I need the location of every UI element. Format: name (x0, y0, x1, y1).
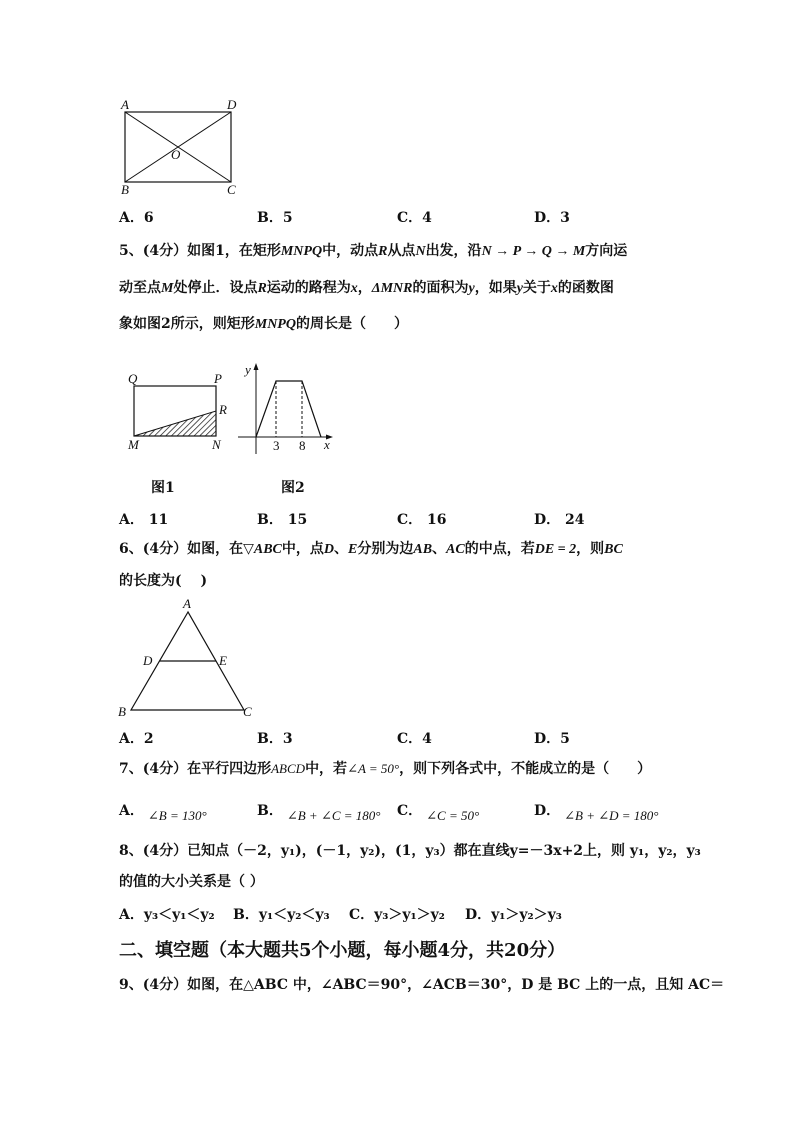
label-m: M (128, 437, 139, 452)
q8-option-d: D．y₁＞y₂＞y₃ (465, 907, 562, 923)
q4-option-b: B．5 (257, 210, 293, 226)
q6-line-1 (119, 539, 623, 560)
q6-text: 、 (432, 541, 447, 557)
q5-text: ， (357, 280, 372, 296)
option-letter: C． (397, 803, 423, 819)
label-x-axis: x (324, 437, 330, 452)
q7-text: 中，若 (305, 761, 348, 777)
figure-1-caption: 图1 (151, 480, 175, 496)
option-expr: ∠B + ∠D = 180° (564, 808, 659, 823)
q7-text: 7、(4分）在平行四边形 (119, 761, 272, 777)
q5-text: 运动的路程为 (266, 280, 351, 296)
math-mnpq: MNPQ (280, 244, 323, 259)
q5-text: 的面积为 (412, 280, 469, 296)
q6-text: 的中点，若 (464, 541, 535, 557)
math-x: x (350, 281, 358, 296)
tick-label-3: 3 (273, 438, 280, 453)
q4-option-d: D．3 (534, 210, 570, 226)
q5-option-d: D． 24 (534, 512, 585, 528)
q7-option-c (397, 801, 479, 821)
q6-option-b: B．3 (257, 731, 293, 747)
math-r: R (378, 244, 388, 259)
label-e: E (219, 653, 227, 668)
math-r: R (257, 281, 267, 296)
function-graph (256, 381, 321, 437)
q5-text: 从点 (387, 243, 416, 259)
label-p: P (214, 371, 222, 386)
label-b: B (118, 704, 126, 719)
math-m: M (161, 281, 174, 296)
q5-text: 的函数图 (557, 280, 614, 296)
triangle-figure (114, 594, 264, 722)
label-r: R (219, 402, 227, 417)
math-e: E (348, 542, 358, 557)
option-letter: D． (534, 803, 561, 819)
math-bc: BC (604, 542, 623, 557)
label-o: O (171, 147, 181, 162)
q6-text: 中，点 (281, 541, 324, 557)
q8-option-a: A．y₃＜y₁＜y₂ (119, 907, 215, 923)
option-letter: A． (119, 803, 144, 819)
q5-text: 出发，沿 (425, 243, 482, 259)
label-q: Q (128, 371, 138, 386)
figure-1 (120, 368, 240, 458)
math-x: x (550, 281, 558, 296)
q8-line-1: 8、(4分）已知点（－2，y₁)，(－1，y₂)，(1，y₃）都在直线y=－3x+2上，则 y₁，y₂，y₃ (119, 843, 701, 859)
q5-text: 方向运 (585, 243, 628, 259)
q6-option-c: C．4 (397, 731, 432, 747)
math-abcd: ABCD (271, 761, 306, 776)
q5-option-b: B． 15 (257, 512, 308, 528)
math-n: N (415, 244, 426, 259)
math-ab: AB (413, 542, 433, 557)
q6-text: ，则 (576, 541, 605, 557)
section-2-heading: 二、填空题（本大题共5个小题，每小题4分，共20分） (119, 940, 566, 961)
q8-option-b: B．y₁＜y₂＜y₃ (233, 907, 330, 923)
math-triangle-abc: ▽ABC (243, 542, 282, 557)
figure-2 (234, 360, 339, 460)
q5-line-1 (119, 241, 627, 262)
tick-label-8: 8 (299, 438, 306, 453)
q5-line-3 (119, 314, 408, 335)
q7-text: ，则下列各式中，不能成立的是（ ） (399, 761, 652, 777)
math-angle-a: ∠A = 50° (347, 761, 400, 776)
option-expr: ∠C = 50° (426, 808, 480, 823)
q4-option-a: A．6 (119, 210, 154, 226)
q8-option-c: C．y₃＞y₁＞y₂ (349, 907, 445, 923)
q7-question (119, 759, 651, 779)
q5-text: 中，动点 (322, 243, 379, 259)
label-c: C (227, 182, 236, 197)
q6-option-d: D．5 (534, 731, 570, 747)
label-n: N (212, 437, 221, 452)
q5-text: 动至点 (119, 280, 161, 296)
q4-option-c: C．4 (397, 210, 432, 226)
rectangle-diagonals-figure (115, 95, 250, 200)
q5-option-c: C． 16 (397, 512, 447, 528)
q5-text: 的周长是（ ） (295, 316, 408, 332)
math-triangle-mnr: ΔMNR (371, 281, 413, 296)
q6-text: 分别为边 (357, 541, 414, 557)
q5-text: 5、(4分）如图1，在矩形 (119, 243, 281, 259)
q6-text: 6、(4分）如图，在 (119, 541, 244, 557)
math-path: N → P → Q → M (481, 244, 586, 259)
label-c: C (243, 704, 252, 719)
label-a: A (183, 596, 191, 611)
math-y: y (468, 281, 475, 296)
label-d: D (227, 97, 237, 112)
q5-option-a: A． 11 (119, 512, 169, 528)
q5-text: 象如图2所示，则矩形 (119, 316, 255, 332)
math-mnpq: MNPQ (254, 317, 296, 332)
q7-option-a (119, 801, 207, 821)
q7-option-d (534, 801, 659, 821)
label-a: A (121, 97, 129, 112)
label-b: B (121, 182, 129, 197)
option-expr: ∠B + ∠C = 180° (286, 808, 381, 823)
q6-text: 、 (334, 541, 349, 557)
figure-2-caption: 图2 (281, 480, 305, 496)
label-d: D (143, 653, 153, 668)
math-y: y (516, 281, 523, 296)
q5-line-2 (119, 278, 614, 299)
option-letter: B． (257, 803, 283, 819)
math-d: D (323, 542, 335, 557)
label-y-axis: y (245, 362, 251, 377)
q7-option-b (257, 801, 380, 821)
q6-line-2: 的长度为( ) (119, 573, 208, 589)
q5-text: 处停止．设点 (173, 280, 258, 296)
math-de-equals-2: DE = 2 (534, 542, 577, 557)
shaded-triangle-mnr (134, 411, 216, 436)
q9-line-1: 9、(4分）如图，在△ABC 中，∠ABC＝90°，∠ACB＝30°，D 是 BC 上的一点，且知 AC＝ (119, 977, 725, 993)
q8-line-2: 的值的大小关系是（ ） (119, 874, 264, 890)
y-axis-arrow (254, 363, 259, 370)
option-expr: ∠B = 130° (147, 808, 207, 823)
math-ac: AC (446, 542, 465, 557)
q6-option-a: A．2 (119, 731, 154, 747)
q5-text: 关于 (522, 280, 551, 296)
q5-text: ，如果 (474, 280, 517, 296)
